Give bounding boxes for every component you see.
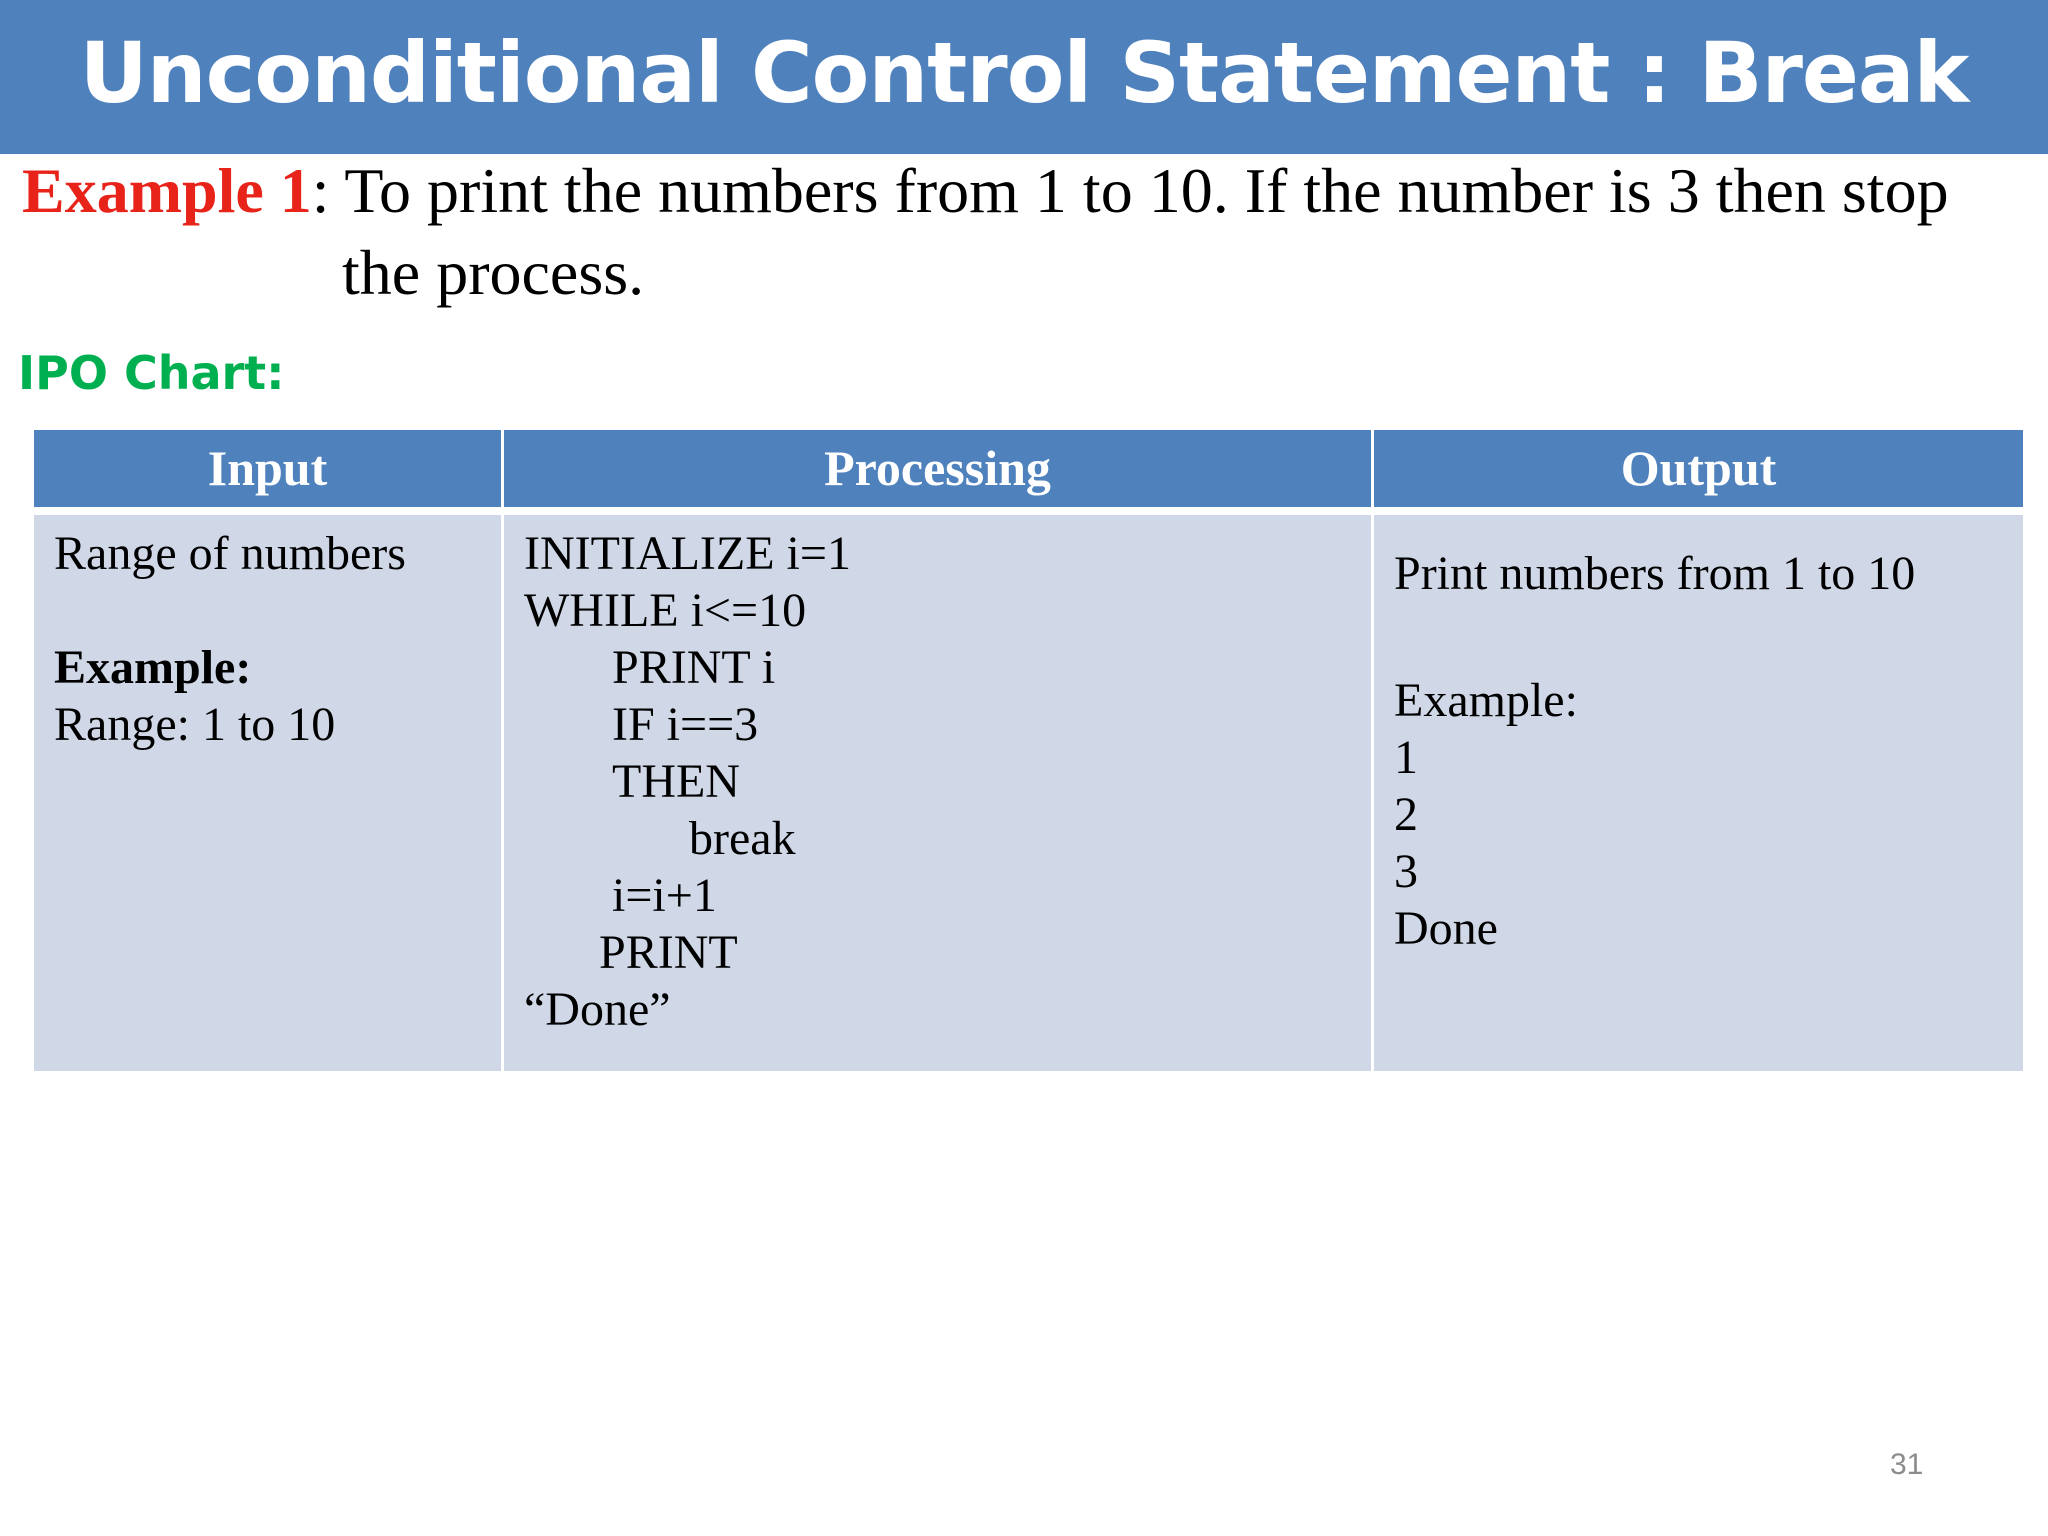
ipo-table-body-row [33, 511, 2025, 1073]
processing-line-done: “Done” [524, 982, 671, 1036]
ipo-chart-heading: IPO Chart: [18, 346, 285, 400]
output-value-2: 2 [1394, 787, 1418, 841]
processing-line-while: WHILE i<=10 [524, 583, 807, 637]
example-label: Example 1 [22, 155, 312, 226]
example-line-1 [22, 150, 2032, 232]
ipo-table-header-row [33, 429, 2025, 511]
header-output: Output [1373, 429, 2025, 511]
input-cell [33, 511, 503, 1073]
title-bar [0, 0, 2048, 154]
output-value-3: 3 [1394, 844, 1418, 898]
input-example-range: Range: 1 to 10 [54, 697, 336, 751]
slide-number: 31 [1890, 1448, 1924, 1481]
processing-line-print-i: PRINT i [612, 640, 776, 694]
input-example-label: Example: [54, 640, 252, 694]
processing-cell [503, 511, 1373, 1073]
slide-title: Unconditional Control Statement : Break [79, 24, 1969, 122]
processing-line-increment: i=i+1 [612, 868, 717, 922]
example-text-line-1: : To print the numbers from 1 to 10. If the number is 3 then stop [311, 155, 1949, 226]
processing-line-initialize: INITIALIZE i=1 [524, 526, 851, 580]
output-cell [1373, 511, 2025, 1073]
processing-line-if: IF i==3 [612, 697, 759, 751]
processing-line-then: THEN [612, 754, 740, 808]
ipo-table [31, 427, 2026, 1074]
header-processing: Processing [503, 429, 1373, 511]
output-value-1: 1 [1394, 730, 1418, 784]
output-description: Print numbers from 1 to 10 [1394, 546, 1916, 600]
input-description: Range of numbers [54, 526, 406, 580]
output-example-label: Example: [1394, 673, 1578, 727]
header-input: Input [33, 429, 503, 511]
processing-line-break: break [689, 811, 796, 865]
input-spacer [54, 582, 501, 639]
example-text-line-2: the process. [342, 237, 645, 308]
output-value-done: Done [1394, 901, 1498, 955]
processing-line-print: PRINT [599, 925, 738, 979]
example-statement [22, 150, 2032, 314]
